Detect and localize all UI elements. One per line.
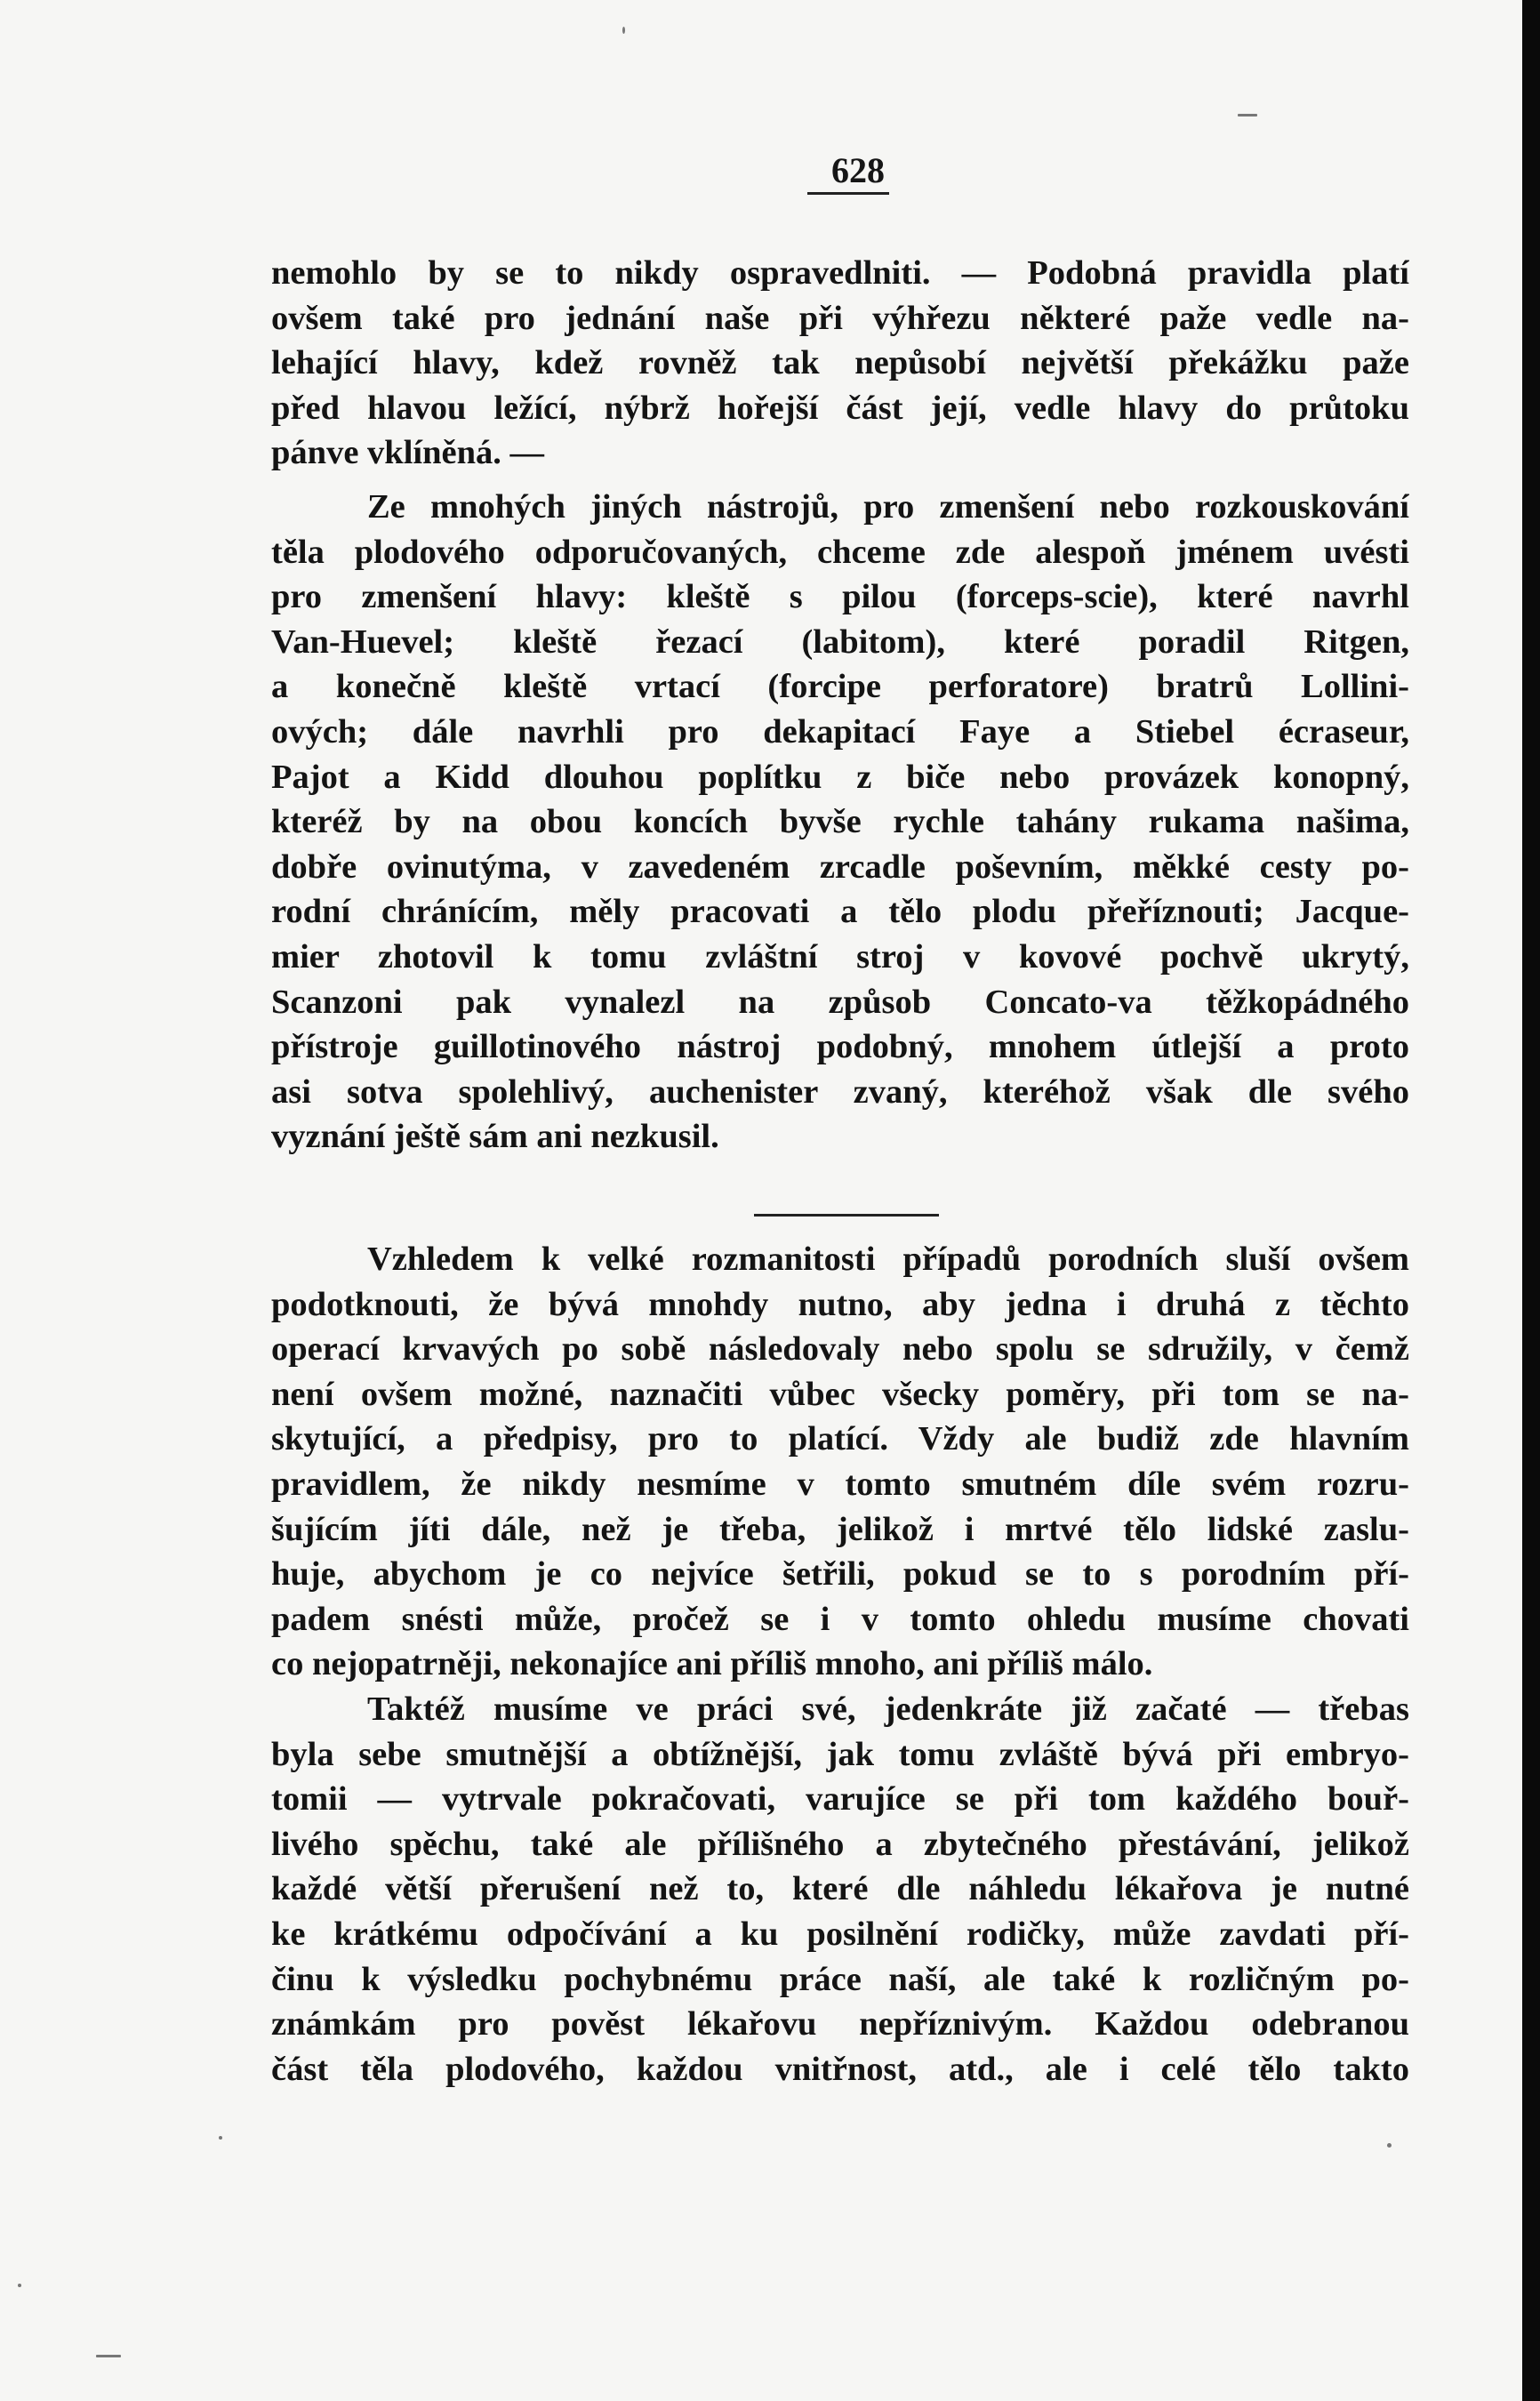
text-line: Pajot a Kidd dlouhou poplítku z biče nebo provázek konopný, [271,758,1409,796]
paragraph-2 [271,485,1409,1160]
text-line: šujícím jíti dále, než je třeba, jelikož i mrtvé tělo lidské zaslu- [271,1510,1409,1548]
text-line: operací krvavých po sobě následovaly nebo spolu se sdružily, v čemž [271,1330,1409,1369]
text-line: Vzhledem k velké rozmanitosti případů porodních sluší ovšem [367,1241,1409,1278]
paragraph-3 [271,1237,1409,1687]
text-line: asi sotva spolehlivý, auchenister zvaný, kteréhož však dle svého [271,1072,1409,1111]
section-divider [754,1214,939,1217]
text-line: Taktéž musíme ve práci své, jedenkráte již začaté — třebas [367,1690,1409,1728]
text-line: část těla plodového, každou vnitřnost, atd., ale i celé tělo takto [271,2050,1409,2088]
scan-border [1522,0,1540,2401]
text-line: nemohlo by se to nikdy ospravedlniti. — Podobná pravidla platí [271,254,1409,292]
text-line: není ovšem možné, naznačiti vůbec všecky poměry, při tom se na- [271,1375,1409,1413]
text-line: podotknouti, že bývá mnohdy nutno, aby jedna i druhá z těchto [271,1285,1409,1323]
text-line: rodní chránícím, měly pracovati a tělo plodu přeříznouti; Jacque- [271,893,1409,931]
text-line: každé větší přerušení než to, které dle náhledu lékařova je nutné [271,1870,1409,1908]
text-line: známkám pro pověst lékařovu nepříznivým. Každou odebranou [271,2005,1409,2044]
scan-speck [96,2355,121,2357]
text-line: ových; dále navrhli pro dekapitací Faye a Stiebel écraseur, [271,712,1409,751]
text-line: huje, abychom je co nejvíce šetřili, pokud se to s porodním pří- [271,1555,1409,1594]
text-line: dobře ovinutýma, v zavedeném zrcadle poševním, měkké cesty po- [271,847,1409,886]
text-line: vyznání ještě sám ani nezkusil. [271,1118,719,1156]
text-line: tomii — vytrvale pokračovati, varujíce se při tom každého bouř- [271,1780,1409,1819]
text-line: lehající hlavy, kdež rovněž tak nepůsobí největší překážku paže [271,344,1409,382]
text-line: pro zmenšení hlavy: kleště s pilou (forceps-scie), které navrhl [271,578,1409,616]
text-line: skytující, a předpisy, pro to platící. Vždy ale budiž zde hlavním [271,1420,1409,1458]
scan-speck [1238,114,1257,116]
text-line: ke krátkému odpočívání a ku posilnění rodičky, může zavdati pří- [271,1915,1409,1953]
scan-speck [622,27,625,34]
text-line: pravidlem, že nikdy nesmíme v tomto smutném díle svém rozru- [271,1465,1409,1503]
page-number: 628 [831,150,885,190]
text-line: Ze mnohých jiných nástrojů, pro zmenšení nebo rozkouskování [367,488,1409,526]
text-line: padem snésti může, pročež se i v tomto ohledu musíme chovati [271,1600,1409,1638]
page-number-underline [807,192,889,195]
text-line: činu k výsledku pochybnému práce naší, ale také k rozličným po- [271,1960,1409,1998]
text-line: ovšem také pro jednání naše při výhřezu některé paže vedle na- [271,299,1409,337]
text-line: Scanzoni pak vynalezl na způsob Concato-va těžkopádného [271,983,1409,1021]
text-line: mier zhotovil k tomu zvláštní stroj v kovové pochvě ukrytý, [271,937,1409,976]
text-line: kteréž by na obou koncích byvše rychle tahány rukama našima, [271,803,1409,841]
text-line: co nejopatrněji, nekonajíce ani příliš mnoho, ani příliš málo. [271,1645,1153,1683]
text-line: a konečně kleště vrtací (forcipe perforatore) bratrů Lollini- [271,668,1409,706]
text-line: před hlavou ležící, nýbrž hořejší část její, vedle hlavy do průtoku [271,389,1409,427]
paragraph-4 [271,1687,1409,2092]
text-line: pánve vklíněná. — [271,434,545,472]
scan-speck [219,2136,222,2140]
text-line: Van-Huevel; kleště řezací (labitom), které poradil Ritgen, [271,622,1409,661]
text-line: těla plodového odporučovaných, chceme zde alespoň jménem uvésti [271,533,1409,571]
text-line: přístroje guillotinového nástroj podobný, mnohem útlejší a proto [271,1028,1409,1066]
scan-speck [18,2284,21,2287]
text-line: byla sebe smutnější a obtížnější, jak tomu zvláště bývá při embryo- [271,1735,1409,1773]
paragraph-1 [271,251,1409,476]
scan-speck [1387,2143,1392,2148]
text-line: livého spěchu, také ale přílišného a zbytečného přestávání, jelikož [271,1825,1409,1863]
